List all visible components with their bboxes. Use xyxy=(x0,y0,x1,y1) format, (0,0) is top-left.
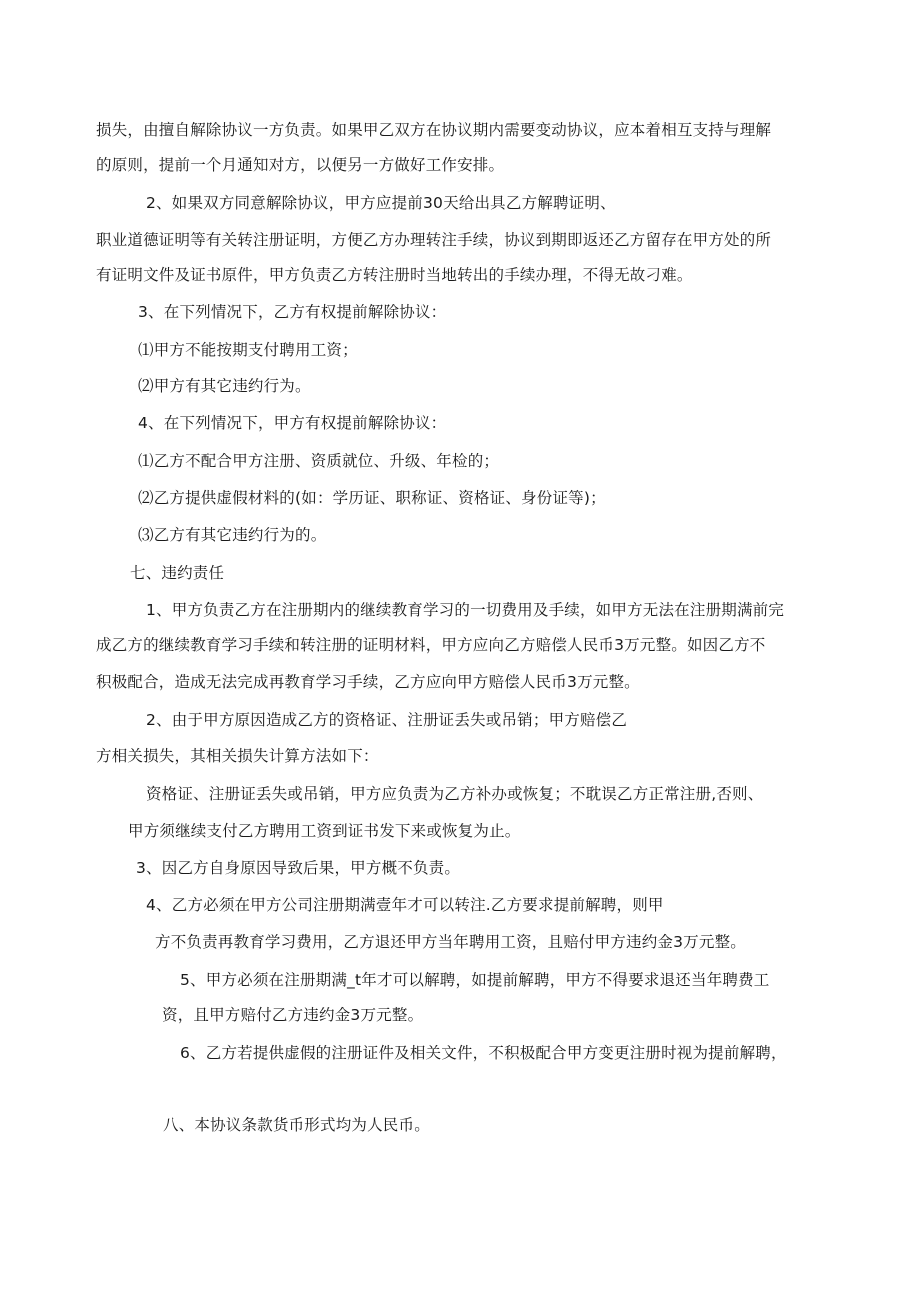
sub-item-line: ⑶乙方有其它违约行为的。 xyxy=(138,526,327,544)
paragraph-line: 甲方须继续支付乙方聘用工资到证书发下来或恢复为止。 xyxy=(128,822,521,840)
paragraph-line: 职业道德证明等有关转注册证明，方便乙方办理转注手续，协议到期即返还乙方留存在甲方处的所 xyxy=(96,231,772,249)
paragraph-line: 方不负责再教育学习费用，乙方退还甲方当年聘用工资，且赔付甲方违约金3万元整。 xyxy=(155,933,746,951)
sub-item-line: ⑴乙方不配合甲方注册、资质就位、升级、年检的； xyxy=(138,452,500,470)
clause-line: 4、在下列情况下，甲方有权提前解除协议： xyxy=(138,414,447,432)
paragraph-line: 有证明文件及证书原件，甲方负责乙方转注册时当地转出的手续办理，不得无故刁难。 xyxy=(96,266,693,284)
paragraph-line: 方相关损失，其相关损失计算方法如下： xyxy=(96,747,379,765)
section-heading: 七、违约责任 xyxy=(130,564,225,582)
paragraph-line: 损失，由擅自解除协议一方负责。如果甲乙双方在协议期内需要变动协议，应本着相互支持与理解 xyxy=(96,121,772,139)
clause-line: 1、甲方负责乙方在注册期内的继续教育学习的一切费用及手续，如甲方无法在注册期满前完 xyxy=(146,601,785,619)
section-heading: 八、本协议条款货币形式均为人民币。 xyxy=(163,1116,430,1134)
paragraph-line: 的原则，提前一个月通知对方，以便另一方做好工作安排。 xyxy=(96,156,505,174)
clause-line: 2、如果双方同意解除协议，甲方应提前30天给出具乙方解聘证明、 xyxy=(146,194,616,212)
paragraph-line: 积极配合，造成无法完成再教育学习手续，乙方应向甲方赔偿人民币3万元整。 xyxy=(96,673,640,691)
clause-line: 4、乙方必须在甲方公司注册期满壹年才可以转注.乙方要求提前解聘，则甲 xyxy=(146,896,664,914)
clause-line: 5、甲方必须在注册期满_t年才可以解聘，如提前解聘，甲方不得要求退还当年聘费工 xyxy=(180,971,770,989)
paragraph-line: 资，且甲方赔付乙方违约金3万元整。 xyxy=(162,1006,424,1024)
sub-item-line: ⑵甲方有其它违约行为。 xyxy=(138,377,311,395)
paragraph-line: 资格证、注册证丢失或吊销，甲方应负责为乙方补办或恢复；不耽误乙方正常注册,否则、 xyxy=(146,785,764,803)
sub-item-line: ⑵乙方提供虚假材料的(如：学历证、职称证、资格证、身份证等)； xyxy=(138,489,606,507)
clause-line: 3、因乙方自身原因导致后果，甲方概不负责。 xyxy=(136,859,461,877)
sub-item-line: ⑴甲方不能按期支付聘用工资； xyxy=(138,341,358,359)
paragraph-line: 成乙方的继续教育学习手续和转注册的证明材料，甲方应向乙方赔偿人民币3万元整。如因乙方不 xyxy=(96,636,766,654)
clause-line: 2、由于甲方原因造成乙方的资格证、注册证丢失或吊销；甲方赔偿乙 xyxy=(146,711,628,729)
clause-line: 3、在下列情况下，乙方有权提前解除协议： xyxy=(138,303,447,321)
clause-line: 6、乙方若提供虚假的注册证件及相关文件，不积极配合甲方变更注册时视为提前解聘， xyxy=(180,1044,787,1062)
